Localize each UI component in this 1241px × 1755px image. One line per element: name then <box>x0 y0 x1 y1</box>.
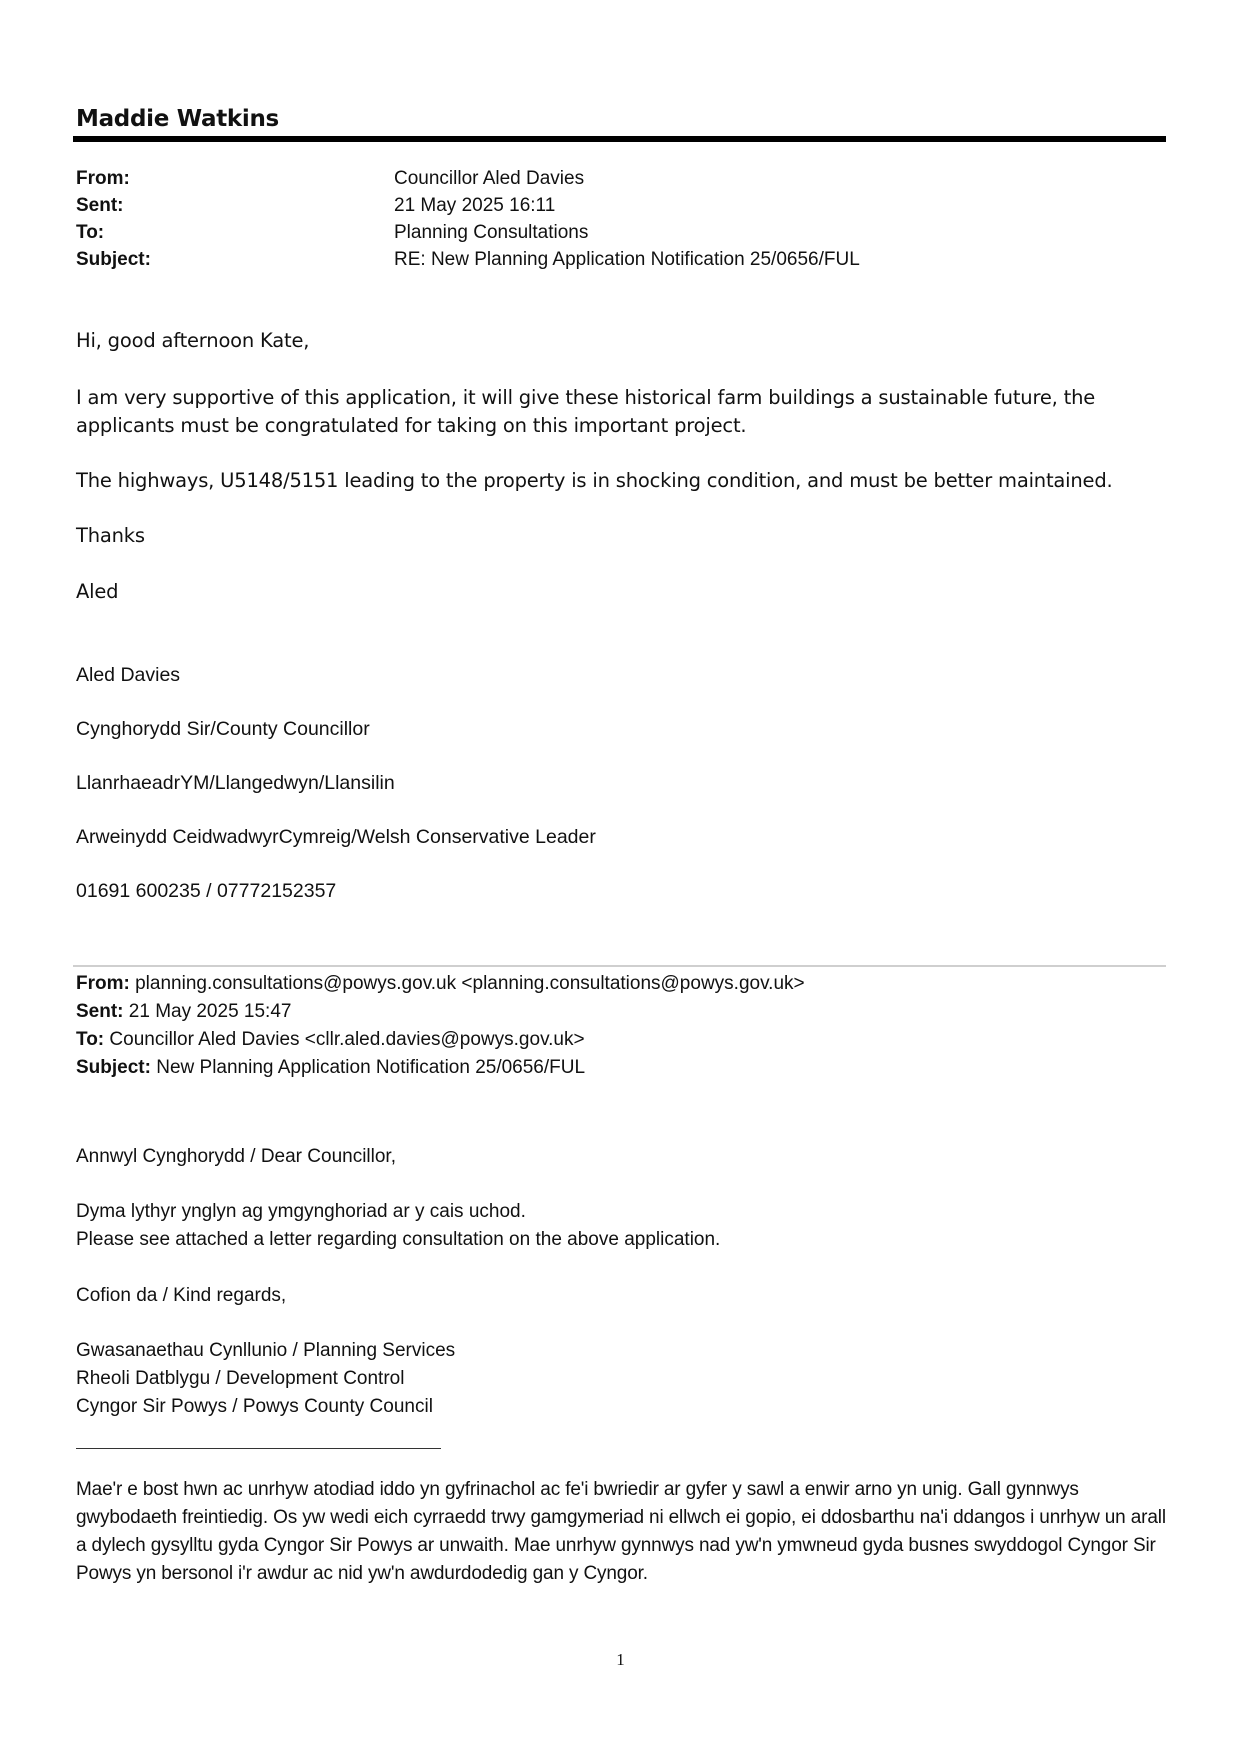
header-divider <box>73 136 1166 142</box>
to-value: Planning Consultations <box>394 222 589 243</box>
from-label: From: <box>76 168 130 189</box>
original-from-row <box>76 970 805 998</box>
from-value: Councillor Aled Davies <box>394 168 585 189</box>
original-to-value: Councillor Aled Davies <cllr.aled.davies@powys.gov.uk> <box>109 1029 585 1050</box>
subject-value: RE: New Planning Application Notification 25/0656/FUL <box>394 249 860 270</box>
original-from-value: planning.consultations@powys.gov.uk <planning.consultations@powys.gov.uk> <box>135 973 805 994</box>
department-line-3: Cyngor Sir Powys / Powys County Council <box>76 1396 433 1417</box>
message-separator <box>73 965 1166 967</box>
original-line-english: Please see attached a letter regarding consultation on the above application. <box>76 1229 721 1250</box>
original-sent-value: 21 May 2025 15:47 <box>128 1001 292 1022</box>
department-line-2: Rheoli Datblygu / Development Control <box>76 1368 405 1389</box>
reply-thanks: Thanks <box>76 524 145 547</box>
original-subject-label: Subject: <box>76 1057 151 1078</box>
original-sent-row <box>76 998 291 1026</box>
sent-label: Sent: <box>76 195 124 216</box>
signature-name: Aled Davies <box>76 664 181 686</box>
original-subject-row <box>76 1054 585 1082</box>
department-line-1: Gwasanaethau Cynllunio / Planning Services <box>76 1340 456 1361</box>
original-subject-value: New Planning Application Notification 25/0656/FUL <box>156 1057 586 1078</box>
signature-phone: 01691 600235 / 07772152357 <box>76 880 337 902</box>
signature-role: Cynghorydd Sir/County Councillor <box>76 718 370 740</box>
original-line-welsh: Dyma lythyr ynglyn ag ymgynghoriad ar y cais uchod. <box>76 1201 526 1222</box>
signature-underline <box>76 1448 441 1449</box>
sent-value: 21 May 2025 16:11 <box>394 195 556 216</box>
reply-signoff: Aled <box>76 580 119 603</box>
reply-greeting: Hi, good afternoon Kate, <box>76 329 310 352</box>
original-greeting: Annwyl Cynghorydd / Dear Councillor, <box>76 1146 396 1167</box>
signature-leader: Arweinydd CeidwadwyrCymreig/Welsh Conservative Leader <box>76 826 596 848</box>
original-to-label: To: <box>76 1029 105 1050</box>
original-from-label: From: <box>76 973 130 994</box>
original-sent-label: Sent: <box>76 1001 124 1022</box>
subject-label: Subject: <box>76 249 151 270</box>
disclaimer-text: Mae'r e bost hwn ac unrhyw atodiad iddo yn gyfrinachol ac fe'i bwriedir ar gyfer y sawl a enwir arno yn unig. Gall gynnwys gwybodaeth freintiedig. Os yw wedi eich cyrraedd trwy gamgymeriad ni ellwch ei gopio, ei ddosbarthu na'i ddangos i unrhyw un arall a dylech gysylltu gyda Cyngor Sir Powys ar unwaith. Mae unrhyw gynnwys nad yw'n ymwneud gyda busnes swyddogol Cyngor Sir Powys yn bersonol i'r awdur ac nid yw'n awdurdodedig gan y Cyngor. <box>76 1479 1166 1584</box>
signature-ward: LlanrhaeadrYM/Llangedwyn/Llansilin <box>76 772 395 794</box>
original-regards: Cofion da / Kind regards, <box>76 1285 287 1306</box>
reply-paragraph-2: The highways, U5148/5151 leading to the property is in shocking condition, and must be better maintained. <box>76 469 1113 492</box>
page-number: 1 <box>616 1650 625 1669</box>
mailbox-owner-name: Maddie Watkins <box>76 106 279 132</box>
original-to-row <box>76 1026 585 1054</box>
to-label: To: <box>76 222 105 243</box>
reply-paragraph-1: I am very supportive of this application, it will give these historical farm buildings a sustainable future, the applicants must be congratulated for taking on this important project. <box>76 386 1096 437</box>
